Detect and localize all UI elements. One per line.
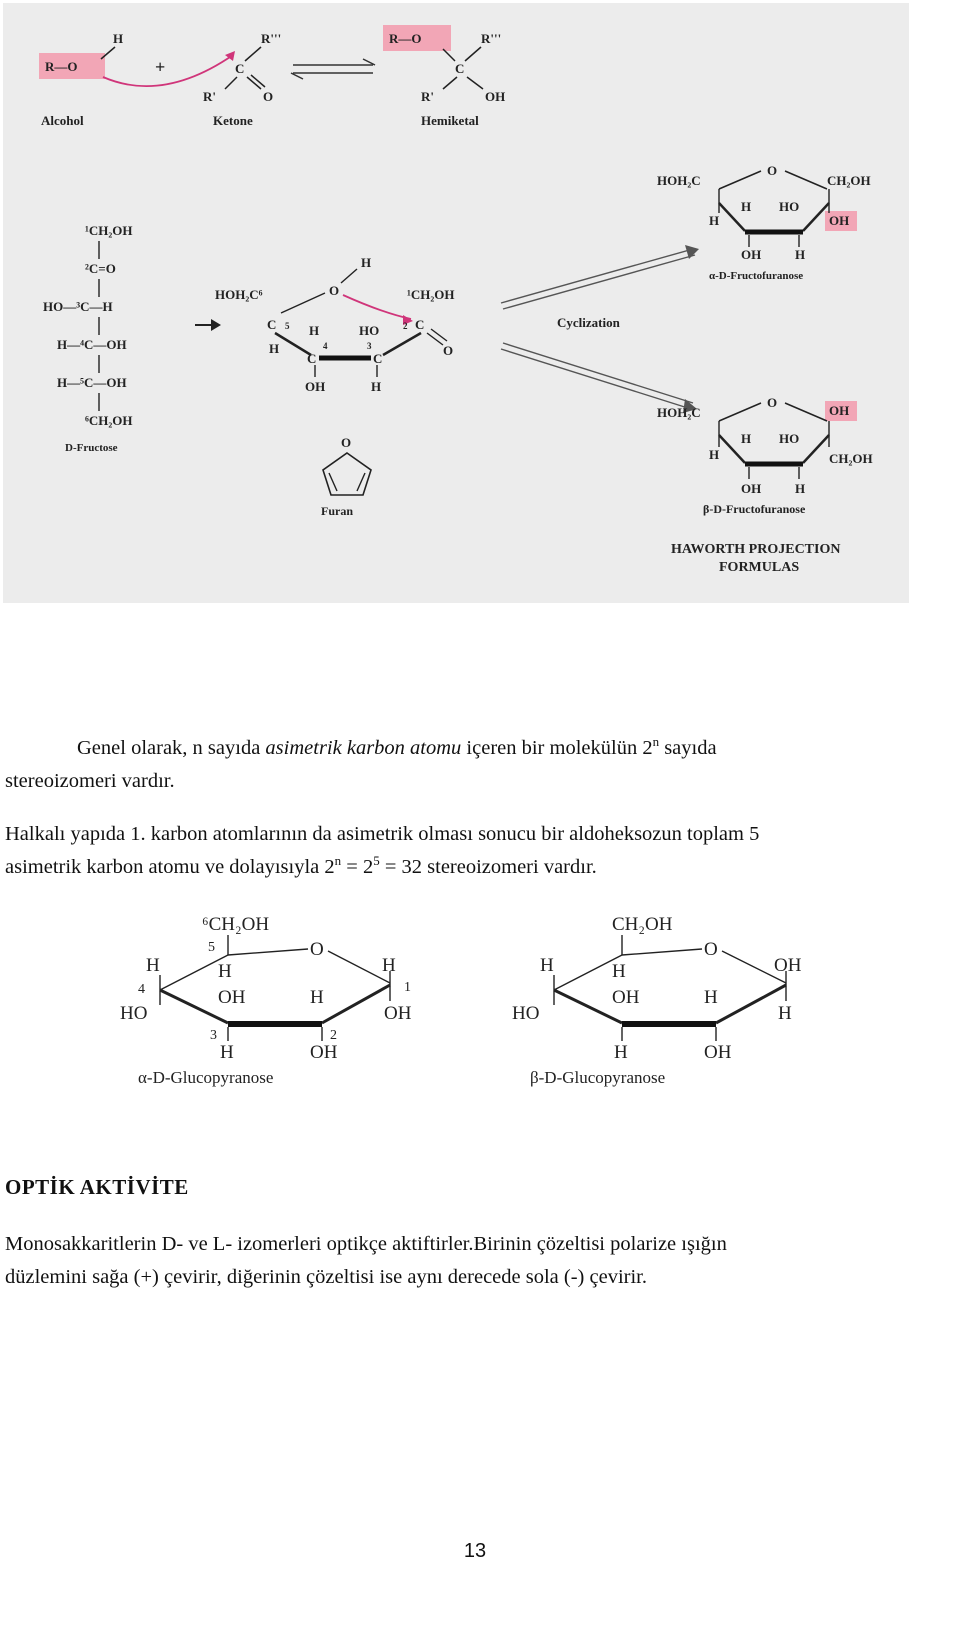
paragraph-optical-activity: Monosakkaritlerin D- ve L- izomerleri optikçe aktiftirler.Birinin çözeltisi polarize ışığın düzlemini sağa (+) çevirir, diğerinin çözeltisi ise aynı derecede sola (-) çevirir. bbox=[5, 1233, 727, 1288]
beta-glc-h-in: H bbox=[704, 987, 718, 1008]
beta-o: O bbox=[767, 395, 778, 410]
fructose-row-3: HO—³C—H bbox=[43, 299, 113, 314]
beta-hoh2c: HOH₂C bbox=[657, 405, 701, 420]
beta-oh-bottom: OH bbox=[741, 481, 762, 496]
alpha-glc-ho-left: HO bbox=[120, 1003, 148, 1024]
ketone-c: C bbox=[235, 61, 245, 76]
fructose-row-5: H—⁵C—OH bbox=[57, 375, 127, 390]
inter-ch2oh: ¹CH₂OH bbox=[407, 287, 455, 302]
alpha-glc-n5: 5 bbox=[208, 940, 215, 955]
alpha-glc-h-bottom: H bbox=[220, 1042, 234, 1063]
inter-c5: C bbox=[267, 317, 277, 332]
beta-glc-o: O bbox=[704, 939, 718, 960]
alcohol-label: Alcohol bbox=[41, 113, 84, 128]
beta-h-in: H bbox=[741, 431, 752, 446]
fructose-row-1: ¹CH₂OH bbox=[85, 223, 133, 238]
page-number: 13 bbox=[463, 1540, 487, 1562]
alpha-hoh2c: HOH₂C bbox=[657, 173, 701, 188]
inter-h-top: H bbox=[361, 255, 372, 270]
inter-c3: C bbox=[373, 351, 383, 366]
section-heading: OPTİK AKTİVİTE bbox=[5, 1175, 189, 1199]
paragraph-stereoisomers: Genel olarak, n sayıda asimetrik karbon atomu içeren bir molekülün 2$^n$ sayıda stereoizomeri vardır. bbox=[5, 734, 717, 792]
haworth-title-line1: HAWORTH PROJECTION bbox=[671, 542, 841, 557]
inter-c2: C bbox=[415, 317, 425, 332]
plus-sign: + bbox=[155, 57, 166, 77]
beta-glc-h-right: H bbox=[778, 1003, 792, 1024]
fructose-label: D-Fructose bbox=[65, 442, 118, 454]
alpha-glc-o: O bbox=[310, 939, 324, 960]
inter-n4: 4 bbox=[323, 341, 328, 351]
ketone-r3: R''' bbox=[261, 31, 282, 46]
beta-glc-oh-in: OH bbox=[612, 987, 640, 1008]
alpha-glucopyranose bbox=[120, 914, 412, 1087]
alpha-h-in: H bbox=[741, 199, 752, 214]
alpha-glc-n2: 2 bbox=[330, 1028, 337, 1043]
hemiketal-oh: OH bbox=[485, 89, 506, 104]
hemiketal-r3: R''' bbox=[481, 31, 502, 46]
inter-h-bottom: H bbox=[371, 379, 382, 394]
paragraph-ring-structure: Halkalı yapıda 1. karbon atomlarının da asimetrik olması sonucu bir aldoheksozun toplam 5 asimetrik karbon atomu ve dolayısıyla $2^n = 2^5 = 32$ stereoizomeri vardır. bbox=[5, 823, 760, 878]
inter-oh-bottom: OH bbox=[305, 379, 326, 394]
beta-h-left: H bbox=[709, 447, 720, 462]
inter-o-ketone: O bbox=[443, 343, 454, 358]
inter-n2: 2 bbox=[403, 321, 408, 331]
alpha-glc-ch2oh: ⁶CH₂OH bbox=[202, 914, 270, 935]
beta-h-bottom: H bbox=[795, 481, 806, 496]
fructose-row-6: ⁶CH₂OH bbox=[85, 413, 133, 428]
inter-hoh2c: HOH₂C⁶ bbox=[215, 287, 263, 302]
alpha-glc-oh-right: OH bbox=[384, 1003, 412, 1024]
inter-c4: C bbox=[307, 351, 317, 366]
alpha-glc-n1: 1 bbox=[404, 980, 411, 995]
furan-o: O bbox=[341, 435, 352, 450]
ketone-r1: R' bbox=[203, 89, 216, 104]
furan-label: Furan bbox=[321, 504, 354, 518]
alpha-h-left: H bbox=[709, 213, 720, 228]
hemiketal-label: Hemiketal bbox=[421, 113, 479, 128]
beta-glc-h-c5: H bbox=[612, 961, 626, 982]
alpha-glc-oh-bottom: OH bbox=[310, 1042, 338, 1063]
beta-glc-h-bottom: H bbox=[614, 1042, 628, 1063]
beta-glucopyranose bbox=[512, 914, 802, 1087]
hemiketal-ro: R—O bbox=[389, 31, 422, 46]
fructose-cyclization-figure bbox=[3, 3, 909, 603]
haworth-title-line2: FORMULAS bbox=[719, 560, 800, 575]
alpha-ho-in: HO bbox=[779, 199, 800, 214]
alpha-fructofuranose-label: α-D-Fructofuranose bbox=[709, 270, 804, 282]
beta-fructofuranose-label: β-D-Fructofuranose bbox=[703, 502, 806, 516]
alpha-glc-n4: 4 bbox=[138, 982, 145, 997]
hemiketal-c: C bbox=[455, 61, 465, 76]
beta-ch2oh: CH₂OH bbox=[829, 451, 873, 466]
fructose-row-2: ²C=O bbox=[85, 261, 116, 276]
beta-glc-ch2oh: CH₂OH bbox=[612, 914, 673, 935]
glucopyranose-figure bbox=[110, 905, 850, 1095]
inter-n3: 3 bbox=[367, 341, 372, 351]
beta-oh-right: OH bbox=[829, 403, 850, 418]
alpha-glc-n3: 3 bbox=[210, 1028, 217, 1043]
inter-h-left: H bbox=[269, 341, 280, 356]
alpha-glucopyranose-label: α-D-Glucopyranose bbox=[138, 1068, 274, 1087]
alpha-o: O bbox=[767, 163, 778, 178]
fructose-row-4: H—⁴C—OH bbox=[57, 337, 127, 352]
beta-glc-h-left: H bbox=[540, 955, 554, 976]
beta-glc-ho-left: HO bbox=[512, 1003, 540, 1024]
beta-glucopyranose-label: β-D-Glucopyranose bbox=[530, 1068, 666, 1087]
alpha-glc-h-c5: H bbox=[218, 961, 232, 982]
beta-glc-oh-right: OH bbox=[774, 955, 802, 976]
cyclization-label: Cyclization bbox=[557, 315, 620, 330]
alpha-oh-bottom: OH bbox=[741, 247, 762, 262]
ketone-label: Ketone bbox=[213, 113, 253, 128]
alpha-glc-h-right: H bbox=[382, 955, 396, 976]
alpha-glc-h-left: H bbox=[146, 955, 160, 976]
inter-o: O bbox=[329, 283, 340, 298]
alpha-glc-oh-in: OH bbox=[218, 987, 246, 1008]
alpha-ch2oh: CH₂OH bbox=[827, 173, 871, 188]
alcohol-h: H bbox=[113, 31, 124, 46]
alpha-glc-h-in: H bbox=[310, 987, 324, 1008]
inter-n5: 5 bbox=[285, 321, 290, 331]
inter-ho-in: HO bbox=[359, 323, 380, 338]
alcohol-ro: R—O bbox=[45, 59, 78, 74]
beta-glc-oh-bottom: OH bbox=[704, 1042, 732, 1063]
ketone-o: O bbox=[263, 89, 274, 104]
inter-h-in: H bbox=[309, 323, 320, 338]
beta-ho-in: HO bbox=[779, 431, 800, 446]
alpha-oh-right: OH bbox=[829, 213, 850, 228]
hemiketal-r1: R' bbox=[421, 89, 434, 104]
alpha-h-bottom: H bbox=[795, 247, 806, 262]
